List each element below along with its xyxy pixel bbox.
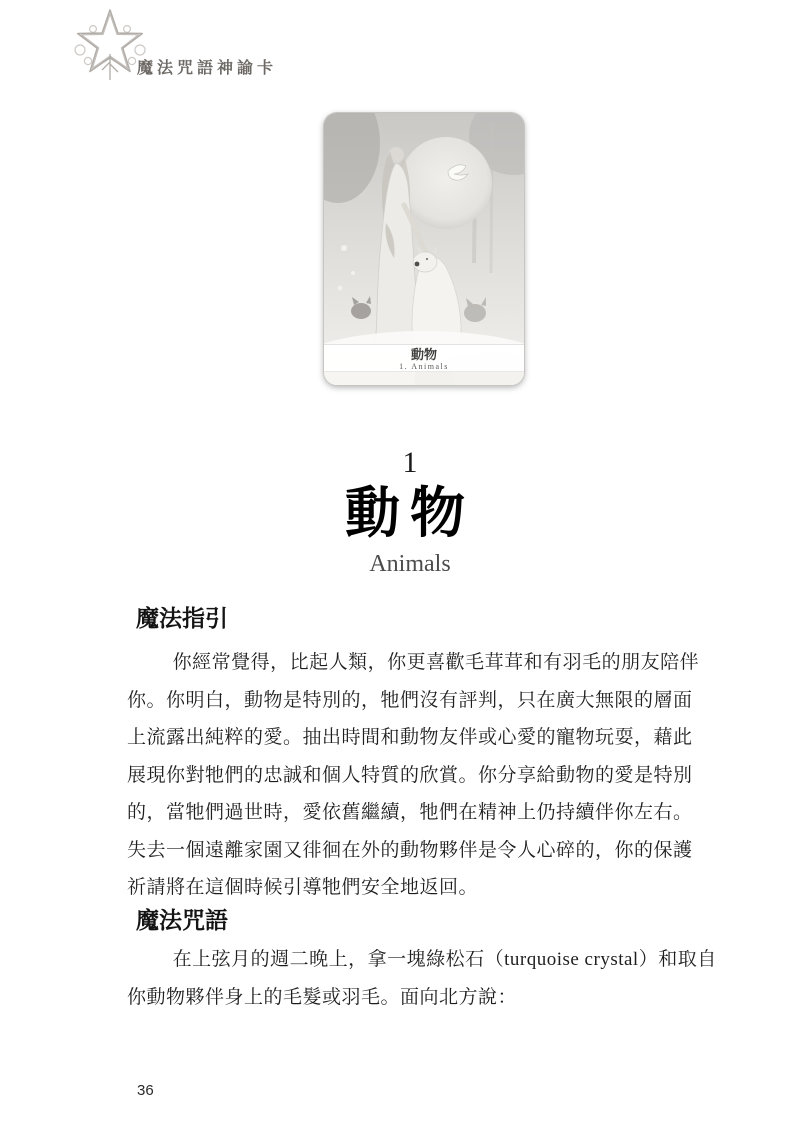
paragraph-line: 的，當牠們過世時，愛依舊繼續，牠們在精神上仍持續伴你左右。	[127, 802, 693, 823]
chapter-subtitle: Animals	[369, 551, 451, 577]
section-heading-magic-spell: 魔法咒語	[136, 908, 228, 933]
paragraph-line: 展現你對牠們的忠誠和個人特質的欣賞。你分享給動物的愛是特別	[127, 764, 693, 786]
card-caption	[324, 344, 524, 372]
chapter-title: 動物	[344, 483, 475, 544]
card-title: 動物	[410, 347, 437, 362]
paragraph-line: 你動物夥伴身上的毛髮或羽毛。面向北方說：	[127, 986, 518, 1008]
page-number: 36	[137, 1082, 154, 1099]
paragraph-line: 你經常覺得，比起人類，你更喜歡毛茸茸和有羽毛的朋友陪伴	[172, 652, 700, 673]
section-heading-magic-guidance: 魔法指引	[136, 606, 228, 631]
paragraph-line: 上流露出純粹的愛。抽出時間和動物友伴或心愛的寵物玩耍，藉此	[127, 727, 693, 748]
paragraph-line: 祈請將在這個時候引導牠們安全地返回。	[127, 877, 479, 898]
paragraph-line: 你。你明白，動物是特別的，牠們沒有評判，只在廣大無限的層面	[127, 689, 693, 711]
chapter-heading	[125, 446, 695, 579]
chapter-number: 1	[402, 446, 418, 479]
paragraph-magic-guidance	[127, 644, 700, 907]
paragraph-magic-spell	[127, 941, 717, 1016]
oracle-card-image	[324, 113, 524, 385]
card-subtitle: 1. Animals	[399, 362, 449, 371]
paragraph-line: 在上弦月的週二晚上，拿一塊綠松石（turquoise crystal）和取自	[172, 949, 717, 970]
book-title: 魔法咒語神諭卡	[137, 60, 278, 77]
paragraph-line: 失去一個遠離家園又徘徊在外的動物夥伴是令人心碎的，你的保護	[127, 839, 693, 861]
